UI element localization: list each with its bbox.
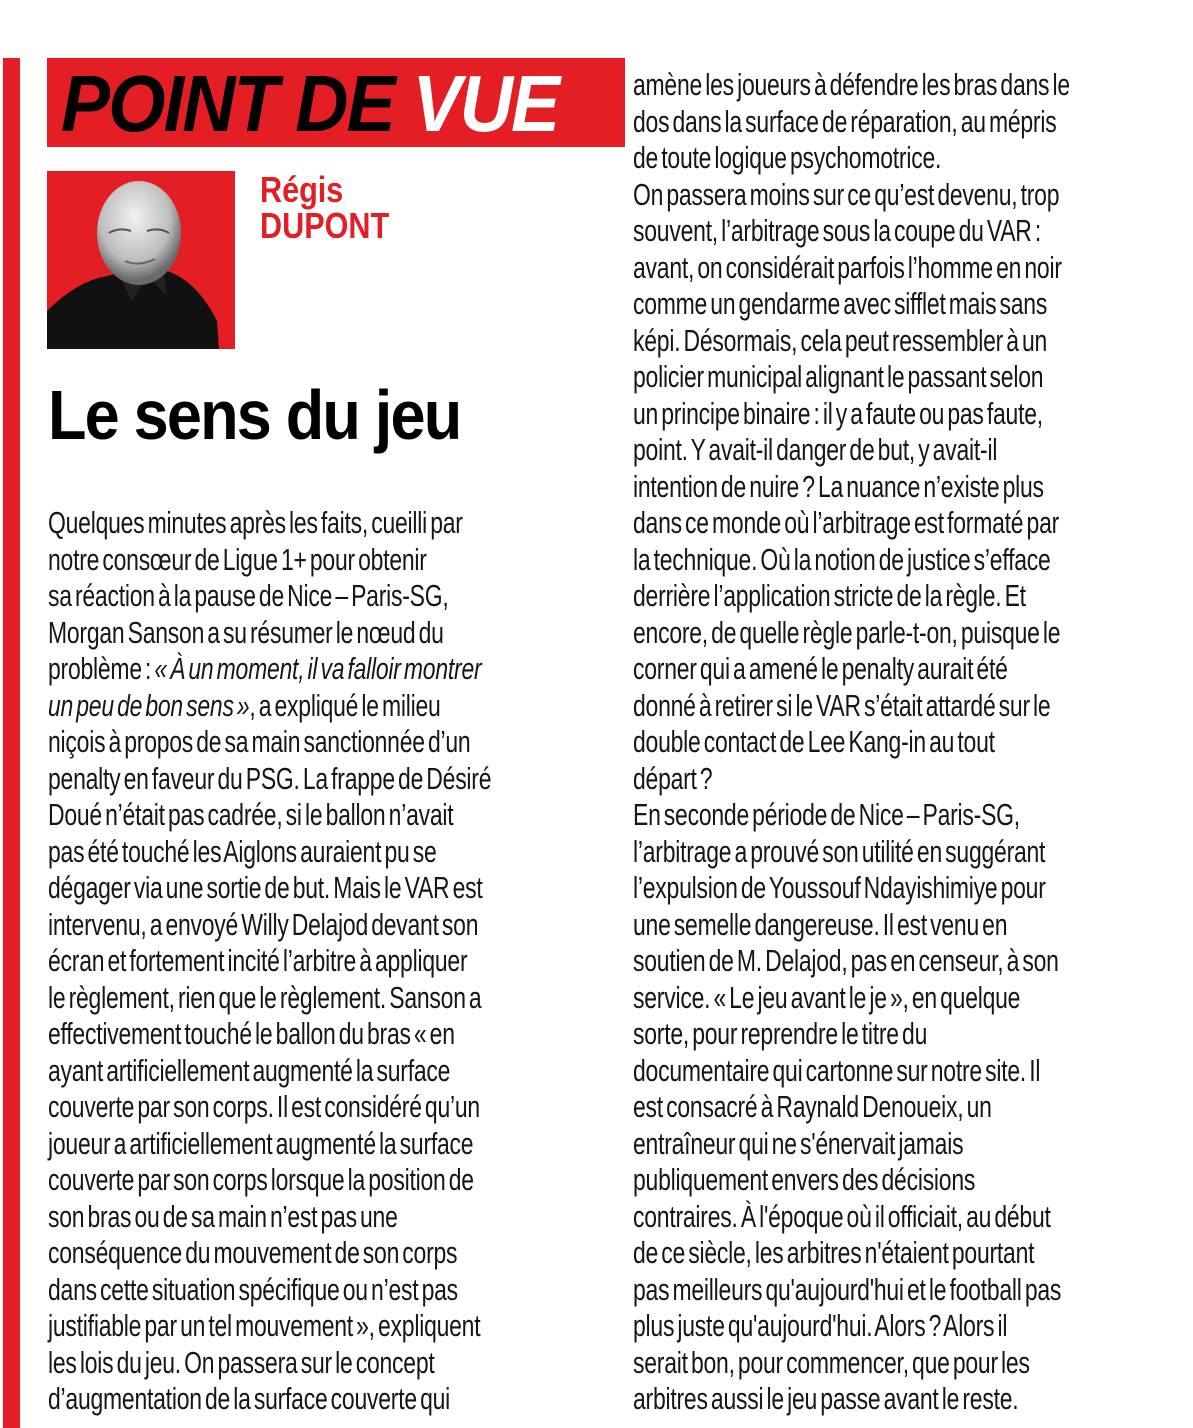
body-text-line: notre consœur de Ligue 1+ pour obtenir: [48, 541, 427, 577]
body-text-line: couverte par son corps lorsque la position de: [48, 1162, 474, 1197]
body-text-line: publiquement envers des décisions: [633, 1162, 976, 1197]
body-text-line: képi. Désormais, cela peut ressembler à un: [633, 322, 1048, 358]
text-segment: , a expliqué le milieu: [249, 687, 441, 723]
body-text-line: effectivement touché le ballon du bras « en: [48, 1016, 455, 1051]
body-text-line: service. « Le jeu avant le je », en quelque: [633, 979, 1021, 1015]
kicker-white: VUE: [412, 59, 559, 147]
body-text-line: les lois du jeu. On passera sur le concept: [48, 1344, 435, 1380]
article-title: Le sens du jeu: [48, 376, 461, 454]
body-text-line: comme un gendarme avec sifflet mais sans: [633, 286, 1048, 321]
body-text-line: soutien de M. Delajod, pas en censeur, à son: [633, 943, 1059, 978]
quote-segment: un peu de bon sens »: [48, 687, 250, 723]
body-text-line: le règlement, rien que le règlement. Sanson a: [48, 979, 482, 1015]
body-text-line: double contact de Lee Kang-in au tout: [633, 724, 995, 759]
body-text-line: l’expulsion de Youssouf Ndayishimiye pour: [633, 870, 1046, 905]
body-text-line: pas meilleurs qu'aujourd'hui et le football pas: [633, 1271, 1062, 1307]
body-text-line: dos dans la surface de réparation, au mépris: [633, 103, 1057, 139]
body-text-line: couverte par son corps. Il est considéré qu’un: [48, 1089, 480, 1124]
body-text-line: souvent, l’arbitrage sous la coupe du VAR :: [633, 213, 1041, 248]
body-text-line: arbitres aussi le jeu passe avant le reste.: [633, 1381, 1019, 1416]
body-text-line: la technique. Où la notion de justice s’efface: [633, 541, 1051, 577]
body-text-line: dans ce monde où l’arbitrage est formaté par: [633, 505, 1060, 540]
body-text-line: contraires. À l'époque où il officiait, au début: [633, 1198, 1051, 1234]
body-text-line: penalty en faveur du PSG. La frappe de Désiré: [48, 760, 492, 796]
body-text-line: point. Y avait-il danger de but, y avait-il: [633, 432, 998, 467]
body-text-line: une semelle dangereuse. Il est venu en: [633, 906, 1008, 942]
author-last-name: DUPONT: [260, 205, 390, 246]
author-photo: [47, 171, 235, 349]
body-text-line: Morgan Sanson a su résumer le nœud du: [48, 614, 444, 650]
body-text-line: niçois à propos de sa main sanctionnée d’un: [48, 724, 471, 759]
body-text-line: d’augmentation de la surface couverte qui: [48, 1381, 451, 1416]
body-text-line: documentaire qui cartonne sur notre site. Il: [633, 1052, 1041, 1088]
body-text-line: Quelques minutes après les faits, cueilli par: [48, 505, 463, 540]
article-column-left: [48, 505, 647, 1418]
author-first-name: Régis: [260, 169, 344, 210]
body-text-line: derrière l’application stricte de la règle. Et: [633, 578, 1026, 613]
text-segment: problème :: [48, 651, 155, 686]
body-text-line: ayant artificiellement augmenté la surface: [48, 1052, 451, 1088]
body-text-line: donné à retirer si le VAR s’était attardé sur le: [633, 687, 1051, 723]
body-text-line: joueur a artificiellement augmenté la surface: [48, 1125, 474, 1161]
body-text-line: avant, on considérait parfois l’homme en noir: [633, 249, 1062, 285]
body-text-line: On passera moins sur ce qu’est devenu, trop: [633, 176, 1060, 212]
body-text-line: serait bon, pour commencer, que pour les: [633, 1344, 1030, 1380]
author-byline: [260, 169, 390, 246]
body-text-line: un principe binaire : il y a faute ou pas faute,: [633, 395, 1043, 431]
body-text-line: justifiable par un tel mouvement », expliquent: [48, 1308, 481, 1343]
body-text-line: écran et fortement incité l’arbitre à appliquer: [48, 943, 468, 978]
body-text-line: sa réaction à la pause de Nice – Paris-SG,: [48, 578, 449, 613]
body-text-line: l’arbitrage a prouvé son utilité en suggérant: [633, 833, 1046, 869]
body-text-line: dégager via une sortie de but. Mais le VAR est: [48, 870, 483, 905]
body-text-line: intervenu, a envoyé Willy Delajod devant son: [48, 906, 479, 942]
quote-segment: « À un moment, il va falloir montrer: [154, 651, 482, 686]
article-column-right: [633, 67, 1193, 1418]
body-text-line: de ce siècle, les arbitres n'étaient pourtant: [633, 1235, 1035, 1270]
body-text-line: dans cette situation spécifique ou n’est pas: [48, 1271, 458, 1307]
body-text-line: départ ?: [633, 760, 713, 796]
body-text-line: intention de nuire ? La nuance n’existe plus: [633, 468, 1044, 504]
body-text-line: pas été touché les Aiglons auraient pu se: [48, 833, 437, 869]
body-text-line: son bras ou de sa main n’est pas une: [48, 1198, 398, 1234]
body-text-line: Doué n’était pas cadrée, si le ballon n’avait: [48, 797, 454, 832]
body-text-line: encore, de quelle règle parle-t-on, puisque le: [633, 614, 1061, 650]
body-text-line: de toute logique psychomotrice.: [633, 140, 942, 175]
body-text-line: entraîneur qui ne s'énervait jamais: [633, 1125, 964, 1161]
body-text-line: policier municipal alignant le passant selon: [633, 359, 1044, 394]
left-accent-bar: [3, 58, 20, 1428]
body-text-line: plus juste qu'aujourd'hui. Alors ? Alors il: [633, 1308, 1008, 1343]
body-text-line: [48, 688, 491, 725]
body-text-line: En seconde période de Nice – Paris-SG,: [633, 797, 1020, 832]
section-kicker: [47, 58, 625, 147]
body-text-line: amène les joueurs à défendre les bras dans le: [633, 67, 1070, 102]
kicker-black: POINT DE: [61, 59, 394, 147]
body-text-line: conséquence du mouvement de son corps: [48, 1235, 458, 1270]
body-text-line: est consacré à Raynald Denoueix, un: [633, 1089, 992, 1124]
body-text-line: sorte, pour reprendre le titre du: [633, 1016, 928, 1051]
body-text-line: corner qui a amené le penalty aurait été: [633, 651, 1008, 686]
kicker-text: [61, 59, 559, 147]
body-text-line: [48, 651, 491, 688]
